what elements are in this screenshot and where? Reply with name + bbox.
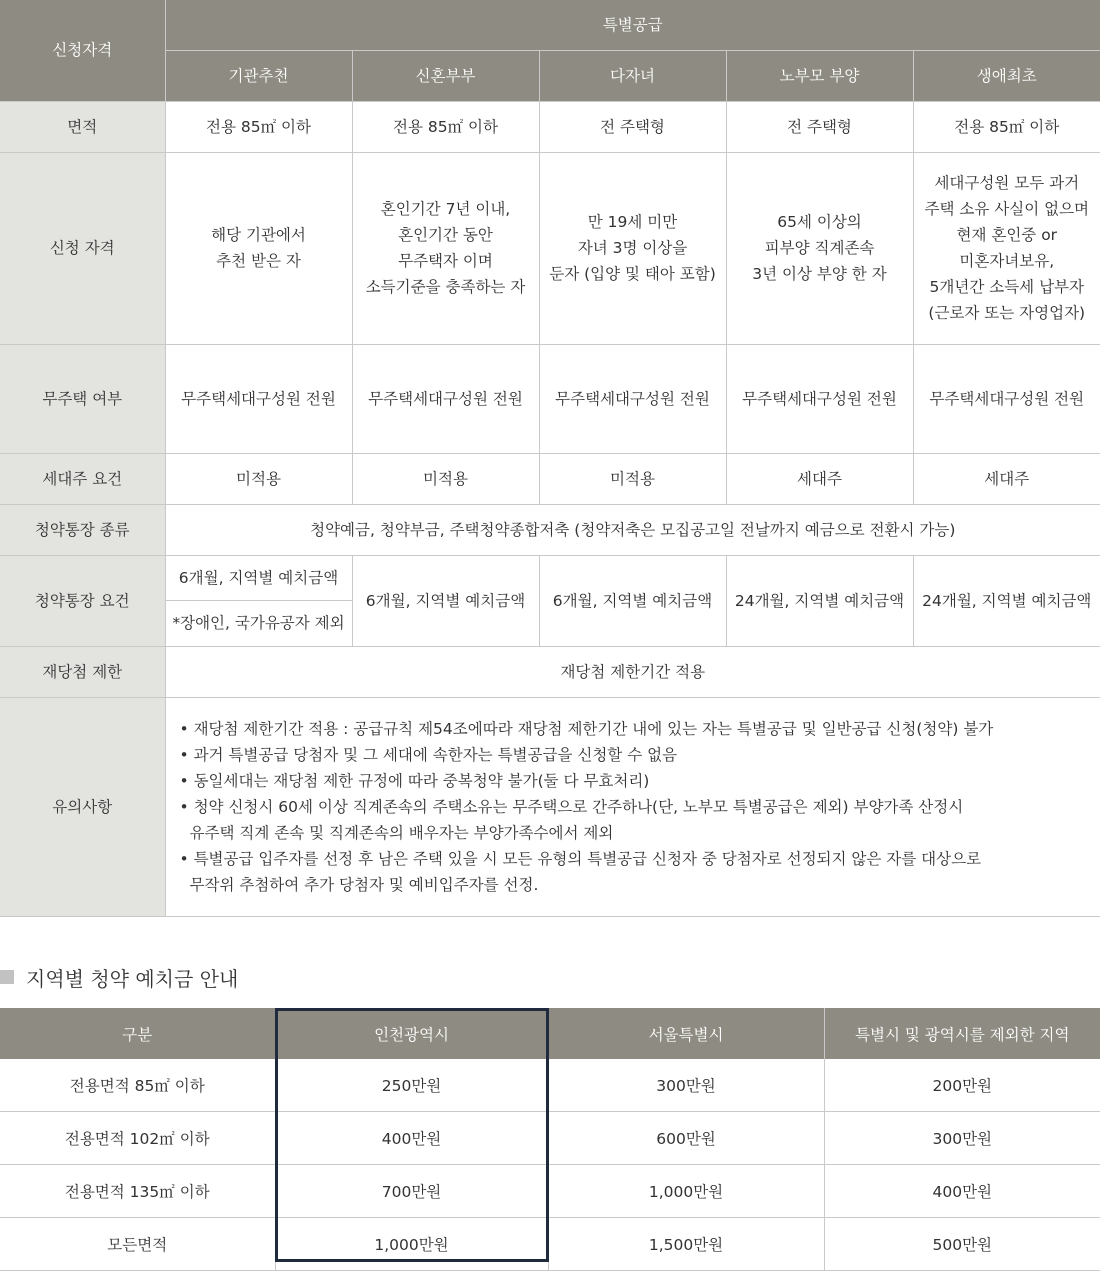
- table-cell: 400만원: [824, 1165, 1100, 1218]
- note-line: • 특별공급 입주자를 선정 후 남은 주택 있을 시 모든 유형의 특별공급 신청자 중 당첨자로 선정되지 않은 자를 대상으로: [179, 849, 982, 868]
- table-cell: 전용 85㎡ 이하: [165, 101, 352, 152]
- table-cell: 500만원: [824, 1218, 1100, 1271]
- column-header: 서울특별시: [548, 1008, 824, 1059]
- cell-line: 혼인기간 7년 이내,: [380, 200, 511, 218]
- table-cell: 24개월, 지역별 예치금액: [726, 555, 913, 646]
- type-header: 생애최초: [913, 50, 1100, 101]
- notes-row: [0, 697, 1100, 916]
- table-cell: 400만원: [275, 1112, 548, 1165]
- deposit-table: [0, 1008, 1100, 1271]
- column-header: 인천광역시: [275, 1008, 548, 1059]
- table-cell: 1,000만원: [548, 1165, 824, 1218]
- table-cell: 700만원: [275, 1165, 548, 1218]
- area-row: [0, 101, 1100, 152]
- eligibility-row: [0, 152, 1100, 344]
- table-cell: 전용 85㎡ 이하: [913, 101, 1100, 152]
- table-cell: 전용면적 102㎡ 이하: [0, 1112, 275, 1165]
- table-cell: [352, 152, 539, 344]
- table-cell: 600만원: [548, 1112, 824, 1165]
- table-cell: 전 주택형: [539, 101, 726, 152]
- table-cell: 무주택세대구성원 전원: [726, 344, 913, 453]
- cell-line: 추천 받은 자: [216, 252, 301, 270]
- table-cell: [913, 152, 1100, 344]
- table-cell: 재당첨 제한기간 적용: [165, 646, 1100, 697]
- note-line: • 동일세대는 재당첨 제한 규정에 따라 중복청약 불가(둘 다 무효처리): [179, 771, 650, 790]
- table-cell: 무주택세대구성원 전원: [913, 344, 1100, 453]
- table-cell: 무주택세대구성원 전원: [165, 344, 352, 453]
- row-label: 무주택 여부: [0, 344, 165, 453]
- row-label: 세대주 요건: [0, 453, 165, 504]
- table-cell: 세대주: [726, 453, 913, 504]
- table-row: [0, 1112, 1100, 1165]
- type-header: 신혼부부: [352, 50, 539, 101]
- row-label: 면적: [0, 101, 165, 152]
- cell-line: 무주택자 이며: [398, 252, 493, 270]
- type-header: 다자녀: [539, 50, 726, 101]
- table-cell: 1,000만원: [275, 1218, 548, 1271]
- table-cell: 1,500만원: [548, 1218, 824, 1271]
- qualification-header: 신청자격: [0, 0, 165, 101]
- table-cell: 무주택세대구성원 전원: [352, 344, 539, 453]
- table-cell: 세대주: [913, 453, 1100, 504]
- cell-line: 해당 기관에서: [211, 226, 306, 244]
- table-row: [0, 1165, 1100, 1218]
- table-cell: 6개월, 지역별 예치금액: [352, 555, 539, 646]
- table-cell: 전용 85㎡ 이하: [352, 101, 539, 152]
- table-cell: 미적용: [165, 453, 352, 504]
- cell-line: 피부양 직계존속: [764, 239, 875, 257]
- square-bullet-icon: [0, 970, 14, 984]
- table-cell: 24개월, 지역별 예치금액: [913, 555, 1100, 646]
- cell-line: 혼인기간 동안: [398, 226, 493, 244]
- table-cell: 300만원: [824, 1112, 1100, 1165]
- table-cell: 모든면적: [0, 1218, 275, 1271]
- type-header: 노부모 부양: [726, 50, 913, 101]
- row-label: 재당첨 제한: [0, 646, 165, 697]
- rewin-row: [0, 646, 1100, 697]
- section-title-text: 지역별 청약 예치금 안내: [26, 966, 239, 991]
- cell-line: 세대구성원 모두 과거: [934, 174, 1080, 192]
- note-line: • 청약 신청시 60세 이상 직계존속의 주택소유는 무주택으로 간주하나(단, 노부모 특별공급은 제외) 부양가족 산정시: [179, 797, 964, 816]
- table-cell: [539, 152, 726, 344]
- row-label: 신청 자격: [0, 152, 165, 344]
- cell-line: 소득기준을 충족하는 자: [365, 278, 526, 296]
- special-supply-header: 특별공급: [165, 0, 1100, 50]
- cell-line: 만 19세 미만: [587, 213, 678, 231]
- householder-row: [0, 453, 1100, 504]
- type-header: 기관추천: [165, 50, 352, 101]
- table-cell: 6개월, 지역별 예치금액: [165, 555, 352, 600]
- note-line: 유주택 직계 존속 및 직계존속의 배우자는 부양가족수에서 제외: [189, 823, 614, 842]
- row-label: 유의사항: [0, 697, 165, 916]
- table-cell: 전용면적 135㎡ 이하: [0, 1165, 275, 1218]
- cell-line: 둔자 (입양 및 태아 포함): [549, 265, 716, 283]
- cell-line: 현재 혼인중 or: [956, 226, 1058, 244]
- account-type-row: [0, 504, 1100, 555]
- cell-line: 미혼자녀보유,: [959, 252, 1055, 270]
- row-label: 청약통장 요건: [0, 555, 165, 646]
- table-cell: 300만원: [548, 1059, 824, 1112]
- section-title: [0, 962, 238, 992]
- cell-line: 5개년간 소득세 납부자: [929, 278, 1084, 296]
- table-cell: [165, 152, 352, 344]
- cell-line: 자녀 3명 이상을: [577, 239, 688, 257]
- note-line: • 재당첨 제한기간 적용 : 공급규칙 제54조에따라 재당첨 제한기간 내에 있는 자는 특별공급 및 일반공급 신청(청약) 불가: [179, 719, 994, 738]
- column-header: 구분: [0, 1008, 275, 1059]
- notes-cell: [165, 697, 1100, 916]
- note-line: • 과거 특별공급 당첨자 및 그 세대에 속한자는 특별공급을 신청할 수 없음: [179, 745, 678, 764]
- table-row: [0, 1059, 1100, 1112]
- cell-line: 65세 이상의: [777, 213, 862, 231]
- table-cell: 전용면적 85㎡ 이하: [0, 1059, 275, 1112]
- table-row: [0, 1218, 1100, 1271]
- cell-line: (근로자 또는 자영업자): [928, 304, 1086, 322]
- account-req-row: [0, 555, 1100, 600]
- table-cell: 전 주택형: [726, 101, 913, 152]
- cell-line: 3년 이상 부양 한 자: [752, 265, 887, 283]
- table-cell: [726, 152, 913, 344]
- table-cell: 250만원: [275, 1059, 548, 1112]
- row-label: 청약통장 종류: [0, 504, 165, 555]
- homeless-row: [0, 344, 1100, 453]
- table-cell: *장애인, 국가유공자 제외: [165, 600, 352, 646]
- cell-line: 주택 소유 사실이 없으며: [924, 200, 1090, 218]
- note-line: 무작위 추첨하여 추가 당첨자 및 예비입주자를 선정.: [189, 875, 539, 894]
- table-cell: 미적용: [352, 453, 539, 504]
- table-cell: 6개월, 지역별 예치금액: [539, 555, 726, 646]
- table-cell: 청약예금, 청약부금, 주택청약종합저축 (청약저축은 모집공고일 전날까지 예금으로 전환시 가능): [165, 504, 1100, 555]
- table-cell: 200만원: [824, 1059, 1100, 1112]
- table-cell: 미적용: [539, 453, 726, 504]
- table-cell: 무주택세대구성원 전원: [539, 344, 726, 453]
- column-header: 특별시 및 광역시를 제외한 지역: [824, 1008, 1100, 1059]
